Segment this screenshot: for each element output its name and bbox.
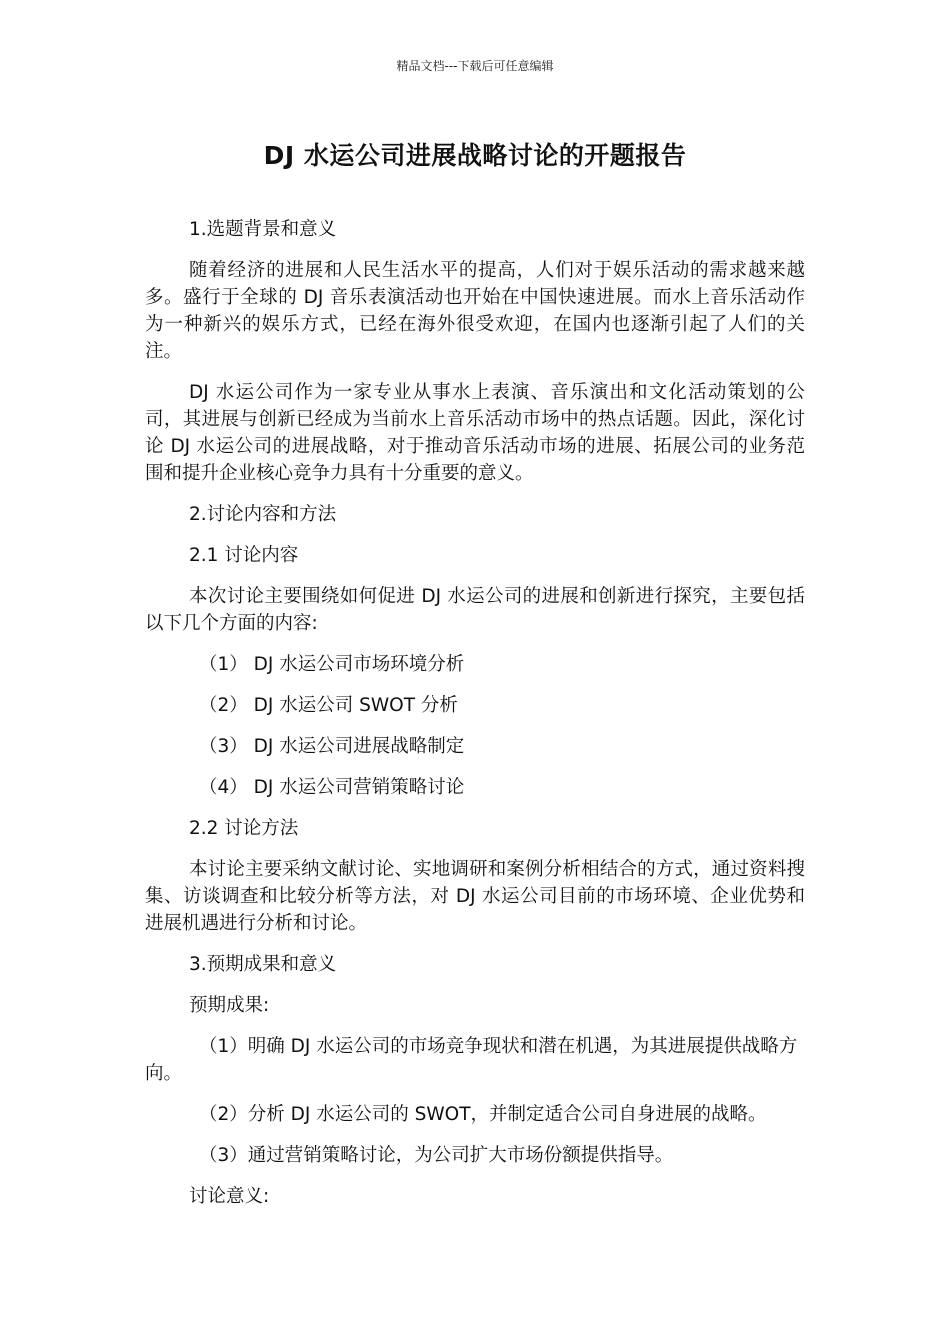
list-item: （2）分析 DJ 水运公司的 SWOT，并制定适合公司自身进展的战略。 [199,1104,767,1125]
document-body [145,216,805,1224]
subsection-heading: 2.1 讨论内容 [189,545,299,566]
document-title: DJ 水运公司进展战略讨论的开题报告 [263,141,687,170]
subsection-heading: 2.2 讨论方法 [189,818,299,839]
list-item: （4） DJ 水运公司营销策略讨论 [199,777,465,798]
page-header: 精品文档---下载后可任意编辑 [396,59,554,73]
paragraph: 随着经济的进展和人民生活水平的提高，人们对于娱乐活动的需求越来越多。盛行于全球的 DJ 音乐表演活动也开始在中国快速进展。而水上音乐活动作为一种新兴的娱乐方式，已经在海外很受欢迎，在国内也逐渐引起了人们的关注。 [145,260,805,362]
list-item: （1）明确 DJ 水运公司的市场竞争现状和潜在机遇，为其进展提供战略方向。 [145,1036,798,1084]
section-heading: 2.讨论内容和方法 [189,504,337,525]
paragraph: 本讨论主要采纳文献讨论、实地调研和案例分析相结合的方式，通过资料搜集、访谈调查和比较分析等方法，对 DJ 水运公司目前的市场环境、企业优势和进展机遇进行分析和讨论。 [145,859,805,934]
section-heading: 1.选题背景和意义 [189,219,337,240]
paragraph: DJ 水运公司作为一家专业从事水上表演、音乐演出和文化活动策划的公司，其进展与创新已经成为当前水上音乐活动市场中的热点话题。因此，深化讨论 DJ 水运公司的进展战略，对于推动音乐活动市场的进展、拓展公司的业务范围和提升企业核心竞争力具有十分重要的意义。 [145,382,805,484]
paragraph: 本次讨论主要围绕如何促进 DJ 水运公司的进展和创新进行探究，主要包括以下几个方面的内容: [145,586,805,634]
list-item: （3） DJ 水运公司进展战略制定 [199,736,465,757]
list-item: （1） DJ 水运公司市场环境分析 [199,654,465,675]
section-heading: 3.预期成果和意义 [189,954,337,975]
label-significance: 讨论意义: [189,1186,270,1207]
list-item: （3）通过营销策略讨论，为公司扩大市场份额提供指导。 [199,1145,674,1166]
list-item: （2） DJ 水运公司 SWOT 分析 [199,695,458,716]
label-expected-results: 预期成果: [189,995,270,1016]
